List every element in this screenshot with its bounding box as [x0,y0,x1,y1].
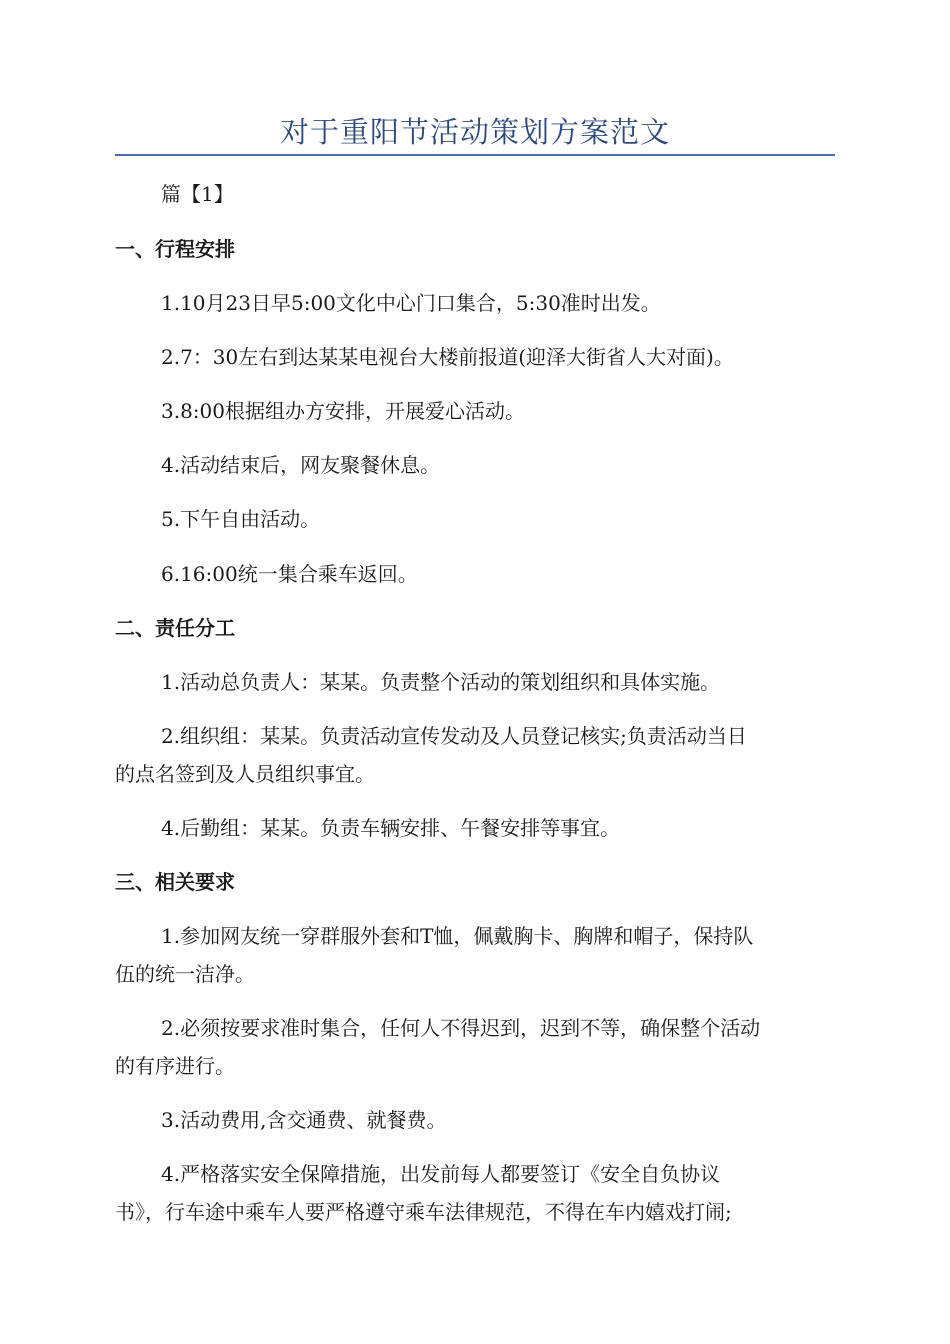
section-heading-requirements: 三、相关要求 [115,870,235,894]
schedule-item-5: 5.下午自由活动。 [161,507,321,531]
title-underline [115,154,835,156]
duty-item-2-continued: 的点名签到及人员组织事宜。 [115,762,375,786]
requirement-item-1: 1.参加网友统一穿群服外套和T恤，佩戴胸卡、胸牌和帽子，保持队 [161,924,754,948]
page-title: 对于重阳节活动策划方案范文 [279,115,670,149]
duty-item-2: 2.组织组：某某。负责活动宣传发动及人员登记核实;负责活动当日 [161,724,747,748]
requirement-item-3: 3.活动费用,含交通费、就餐费。 [161,1108,447,1132]
duty-item-1: 1.活动总负责人：某某。负责整个活动的策划组织和具体实施。 [161,670,721,694]
section-heading-schedule: 一、行程安排 [115,237,235,261]
requirement-item-4-continued: 书》，行车途中乘车人要严格遵守乘车法律规范，不得在车内嬉戏打闹; [115,1200,732,1224]
schedule-item-3: 3.8:00根据组办方安排，开展爱心活动。 [161,399,525,423]
requirement-item-2-continued: 的有序进行。 [115,1054,235,1078]
section-heading-duties: 二、责任分工 [115,616,235,640]
schedule-item-4: 4.活动结束后，网友聚餐休息。 [161,453,441,477]
requirement-item-2: 2.必须按要求准时集合，任何人不得迟到，迟到不等，确保整个活动 [161,1016,761,1040]
schedule-item-2: 2.7：30左右到达某某电视台大楼前报道(迎泽大街省人大对面)。 [161,345,734,369]
requirement-item-4: 4.严格落实安全保障措施，出发前每人都要签订《安全自负协议 [161,1162,721,1186]
schedule-item-1: 1.10月23日早5:00文化中心门口集合，5:30准时出发。 [161,291,661,315]
part-label: 篇【1】 [161,182,234,206]
requirement-item-1-continued: 伍的统一洁净。 [115,962,255,986]
schedule-item-6: 6.16:00统一集合乘车返回。 [161,562,418,586]
duty-item-4: 4.后勤组：某某。负责车辆安排、午餐安排等事宜。 [161,816,621,840]
